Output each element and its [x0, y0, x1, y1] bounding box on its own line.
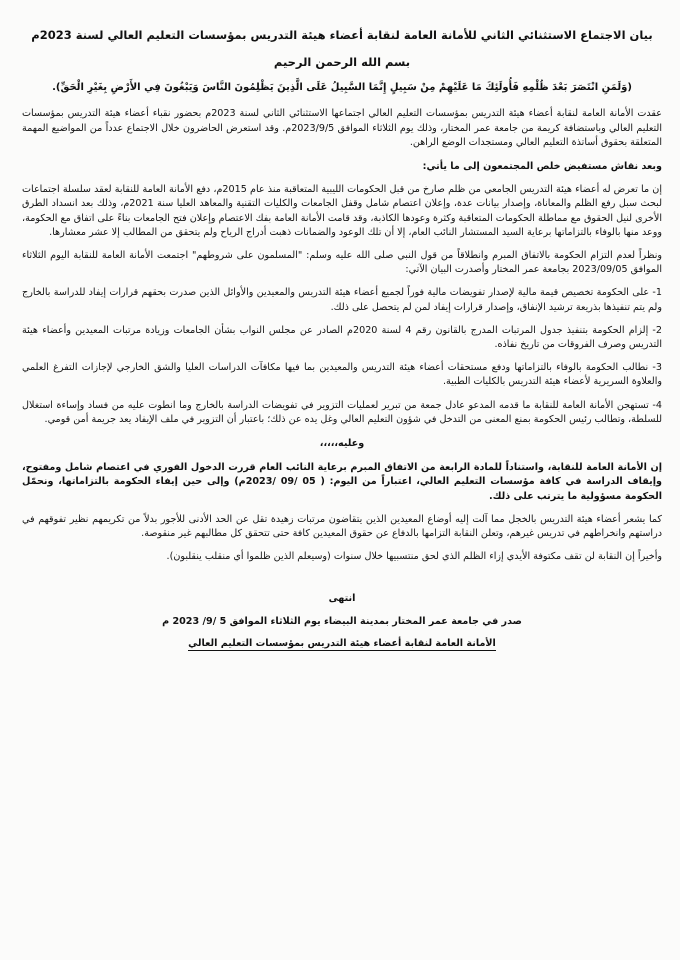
demand-item-1: 1- على الحكومة تخصيص قيمة مالية لإصدار تفويضات مالية فوراً لجميع أعضاء هيئة التدريس والمعيدين والأوائل الذين صدرت بحقهم قرارات إيفاد للدراسة بالخارج ولم يتم تنفيذها بذريعة ترشيد الإنفاق، وإصدار قرارات إيفاد لمن لم يتحصل على ذلك. — [22, 287, 662, 313]
decision-paragraph: إن الأمانة العامة للنقابة، واستناداً للمادة الرابعة من الاتفاق المبرم برعاية النائب العام قررت الدخول الفوري في اعتصام شامل ومفتوح، وإيقاف الدراسة في كافة مؤسسات التعليم العالي، اعتباراً من اليوم: ( 05 /09 /2023م) وإلى حين إيفاء الحكومة بالتزاماتها، ونحمّل الحكومة مسؤولية ما يترتب على ذلك. — [22, 462, 662, 502]
document-title: بيان الاجتماع الاستثنائي الثاني للأمانة العامة لنقابة أعضاء هيئة التدريس بمؤسسات التعليم العالي لسنة 2023م — [31, 28, 653, 42]
basmala: بسم الله الرحمن الرحيم — [273, 55, 411, 69]
accordingly-heading: وعليه،،،،، — [319, 438, 365, 450]
issue-line: صدر في جامعة عمر المختار بمدينة البيضاء يوم الثلاثاء الموافق 5 /9/ 2023 م — [162, 615, 522, 627]
statement-page — [22, 28, 662, 651]
quran-verse: (وَلَمَنِ انْتَصَرَ بَعْدَ ظُلْمِهِ فَأُولَئِكَ مَا عَلَيْهِمْ مِنْ سَبِيلٍ إِنَّمَا السَّبِيلُ عَلَى الَّذِينَ يَظْلِمُونَ النَّاسَ وَيَبْغُونَ فِي الأَرْضِ بِغَيْرِ الْحَقِّ). — [52, 82, 632, 94]
lead-line: وبعد نقاش مستفيض خلص المجتمعون إلى ما يأتي: — [422, 161, 662, 173]
intro-paragraph: عقدت الأمانة العامة لنقابة أعضاء هيئة التدريس بمؤسسات التعليم العالي اجتماعها الاستثنائي الثاني لسنة 2023م بحضور نقباء أعضاء هيئة التدريس بمؤسسات التعليم العالي وباستضافة كريمة من جامعة عمر المختار، وذلك يوم الثلاثاء الموافق 2023/9/5م. وقد استعرض الحاضرون خلال الاجتماع عدداً من المواضيع المهمة المتعلقة بحقوق أساتذة التعليم العالي ومستجدات الوضع الراهن. — [22, 108, 663, 148]
demand-item-4: 4- تستهجن الأمانة العامة للنقابة ما قدمه المدعو عادل جمعة من تبرير لعمليات التزوير في تفويضات الدراسة بالخارج وما انطوت عليه من فساد وإساءة استغلال للسلطة، وتطالب رئيس الحكومة بمنع المعنى من التدخل في شؤون التعليم العالي وغل يده عن ذلك؛ باعتبار أن التزوير في ملف الإيفاد يعد جريمة أمن قومي. — [22, 399, 662, 425]
background-paragraph: إن ما تعرض له أعضاء هيئة التدريس الجامعي من ظلم صارخ من قبل الحكومات الليبية المتعاقبة منذ عام 2015م، دفع الأمانة العامة للنقابة لعقد سلسلة اجتماعات لبحث سبل رفع الظلم والمعاناة، وإصدار بيانات عدة، وإعلان اعتصام شامل وقفل الجامعات والكليات التقنية والمعاهد العليا سنة 2021م، وذلك بعد انسداد الطرق الأخرى لنيل الحقوق مع مماطلة الحكومات المتعاقبة وكثرة وعودها الكاذبة، وقد قامت الأمانة العامة بفك الاعتصام وإعلان فتح الجامعات بناءً على اتفاق مع الحكومة، ووعد منها بالوفاء بالتزاماتها برعاية السيد المستشار النائب العام، إلا أن تلك الوعود والضمانات ذهبت أدراج الرياح ولم يتحقق من المطالب إلا عشر معشارها. — [22, 184, 662, 238]
signature-text: الأمانة العامة لنقابة أعضاء هيئة التدريس بمؤسسات التعليم العالي — [188, 637, 496, 649]
statement-intro-paragraph: ونظراً لعدم التزام الحكومة بالاتفاق المبرم وانطلاقاً من قول النبي صلى الله عليه وسلم: "المسلمون على شروطهم" اجتمعت الأمانة العامة للنقابة اليوم الثلاثاء الموافق 2023/09/05 بجامعة عمر المختار وأصدرت البيان الآتي: — [22, 250, 662, 276]
end-marker: انتهى — [328, 593, 356, 605]
assistants-paragraph: كما يشعر أعضاء هيئة التدريس بالخجل مما آلت إليه أوضاع المعيدين الذين يتقاضون مرتبات زهيدة تقل عن الحد الأدنى للأجور بدلاً من تكريمهم نظير تفوقهم في دراستهم وانخراطهم في تدريس غيرهم، وتعلن النقابة التزامها بالدفاع عن حقوق المعيدين كافة حتى تتحقق كل مطالبهم غير منقوصة. — [22, 513, 662, 540]
demand-item-2: 2- إلزام الحكومة بتنفيذ جدول المرتبات المدرج بالقانون رقم 4 لسنة 2020م الصادر عن مجلس النواب بشأن الجامعات وزيادة مرتبات المعيدين وأعضاء هيئة التدريس وصرف الفروقات من تاريخ نفاذه. — [22, 324, 663, 351]
signature-block — [22, 637, 662, 651]
demand-item-3: 3- نطالب الحكومة بالوفاء بالتزاماتها ودفع مستحقات أعضاء هيئة التدريس والمعيدين بما فيها مكافآت الدراسات العليا والشق الخارجي لإجازات التفرغ العلمي والعلاوة السريرية لأعضاء هيئة التدريس بالكليات الطبية. — [22, 362, 662, 388]
closing-paragraph: وأخيراً إن النقابة لن تقف مكتوفة الأيدي إزاء الظلم الذي لحق منتسبيها خلال سنوات (وسيعلم الذين ظلموا أي منقلب ينقلبون). — [166, 551, 662, 563]
